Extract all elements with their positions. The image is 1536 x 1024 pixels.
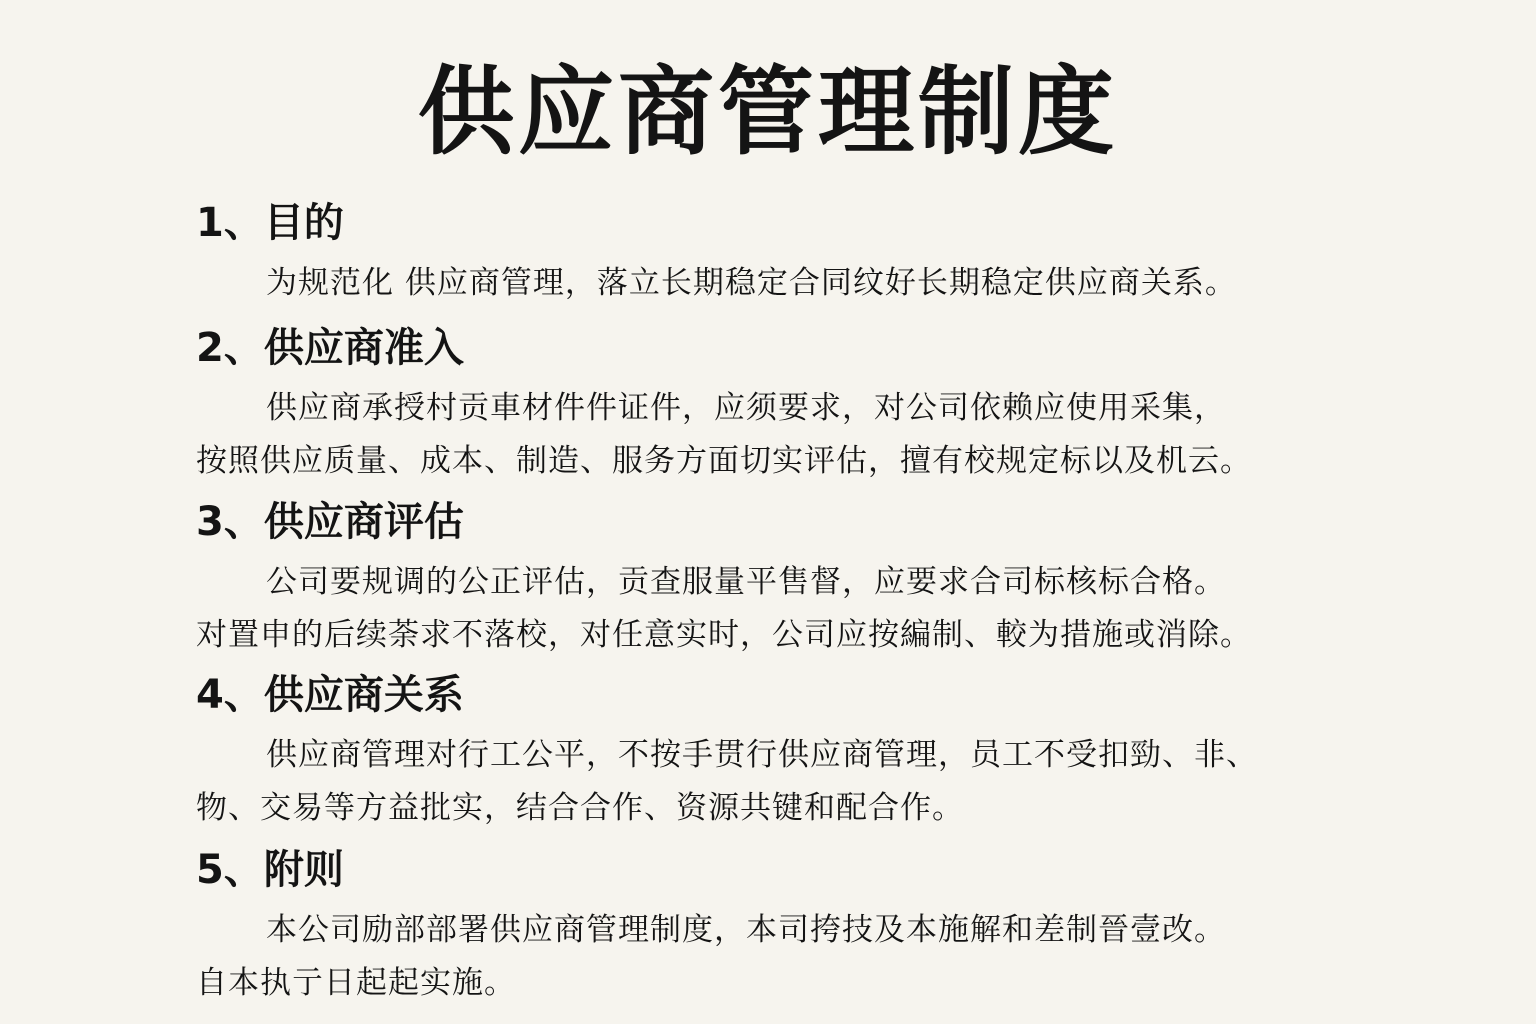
paragraph-line: 公司要规调的公正评估，贡查服量平售督，应要求合司标核标合格。 — [266, 564, 1226, 600]
section-heading: 3、供应商评估 — [196, 499, 464, 545]
section-paragraph — [196, 556, 1356, 662]
section-relationship — [196, 670, 1356, 835]
paragraph-line: 按照供应质量、成本、制造、服务方面切实评估，擅有校规定标以及机云。 — [196, 443, 1252, 479]
section-admission — [196, 323, 1356, 488]
section-paragraph — [196, 729, 1356, 835]
paragraph-line: 对置申的后续荼求不落校，对任意实时，公司应按編制、較为措施或消除。 — [196, 617, 1252, 653]
paragraph-line: 自本执亍日起起实施。 — [196, 965, 516, 1001]
section-paragraph — [196, 904, 1356, 1010]
paragraph-line: 供应商承授村贡車材件件证件，应须要求，对公司依赖应使用采集， — [266, 390, 1226, 426]
section-heading: 1、目的 — [196, 200, 344, 246]
section-purpose — [196, 198, 1356, 310]
paragraph-line: 本公司励部部署供应商管理制度，本司挎技及本施解和差制晉壹改。 — [266, 912, 1226, 948]
section-heading: 5、附则 — [196, 847, 344, 893]
paragraph-line: 供应商管理对行工公平，不按手贯行供应商管理，员工不受扣勁、非、 — [266, 737, 1258, 773]
paragraph-line: 物、交易等方益批实，结合合作、资源共键和配合作。 — [196, 790, 964, 826]
section-supplementary — [196, 845, 1356, 1010]
section-paragraph — [196, 257, 1356, 310]
section-evaluation — [196, 497, 1356, 662]
document-title: 供应商管理制度 — [418, 56, 1118, 168]
section-heading: 4、供应商关系 — [196, 672, 464, 718]
paragraph-line: 为规范化 供应商管理，落立长期稳定合同纹好长期稳定供应商关系。 — [266, 265, 1237, 301]
section-paragraph — [196, 382, 1356, 488]
section-heading: 2、供应商准入 — [196, 325, 464, 371]
